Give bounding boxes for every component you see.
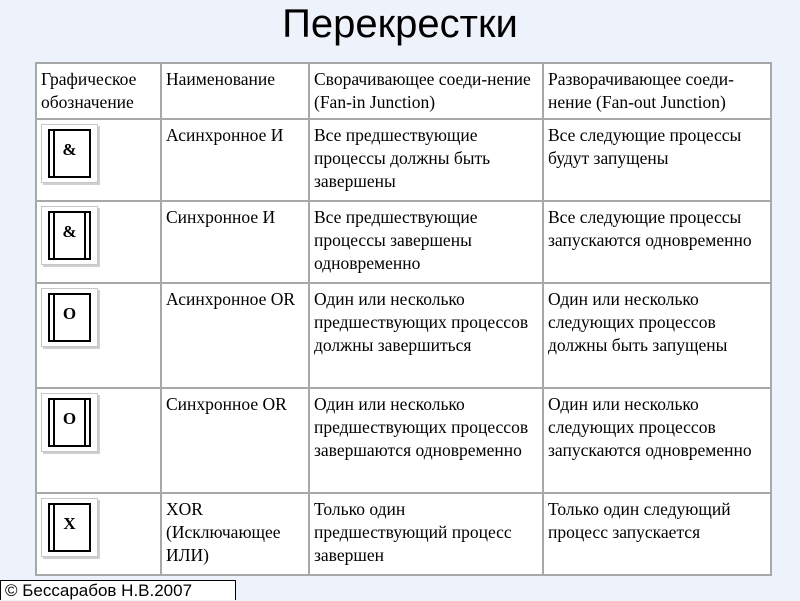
table-header-row (36, 63, 771, 119)
fan-in-description: Все предшествующие процессы завершены одновременно (309, 201, 543, 283)
fan-in-description: Только один предшествующий процесс завершен (309, 493, 543, 575)
sync-and-junction-icon: & (41, 206, 98, 265)
table-row (36, 201, 771, 283)
fan-out-description: Один или несколько следующих процессов должны быть запущены (543, 283, 771, 388)
junction-name: XOR (Исключающее ИЛИ) (161, 493, 309, 575)
junction-name: Асинхронное И (161, 119, 309, 201)
table-row (36, 119, 771, 201)
table-row (36, 493, 771, 575)
table-row (36, 283, 771, 388)
header-name: Наименование (161, 63, 309, 119)
symbol-cell (36, 493, 161, 575)
fan-out-description: Один или несколько следующих процессов запускаются одновременно (543, 388, 771, 493)
symbol-cell (36, 283, 161, 388)
symbol-cell (36, 119, 161, 201)
copyright-footer: © Бессарабов Н.В.2007 (0, 580, 236, 600)
symbol-cell (36, 388, 161, 493)
junction-name: Синхронное И (161, 201, 309, 283)
header-fan-out: Разворачивающее соеди-нение (Fan-out Junction) (543, 63, 771, 119)
sync-or-junction-icon: O (41, 393, 98, 452)
fan-out-description: Все следующие процессы запускаются одновременно (543, 201, 771, 283)
async-and-junction-icon: & (41, 124, 98, 183)
symbol-cell (36, 201, 161, 283)
header-graphic-symbol: Графическое обозначение (36, 63, 161, 119)
fan-in-description: Один или несколько предшествующих процессов должны завершиться (309, 283, 543, 388)
xor-junction-icon: X (41, 498, 98, 557)
page-title: Перекрестки (282, 2, 518, 46)
fan-out-description: Все следующие процессы будут запущены (543, 119, 771, 201)
header-fan-in: Сворачивающее соеди-нение (Fan-in Junction) (309, 63, 543, 119)
table-row (36, 388, 771, 493)
fan-in-description: Один или несколько предшествующих процессов завершаются одновременно (309, 388, 543, 493)
junction-table (35, 62, 772, 576)
junction-name: Синхронное OR (161, 388, 309, 493)
async-or-junction-icon: O (41, 288, 98, 347)
junction-name: Асинхронное OR (161, 283, 309, 388)
fan-in-description: Все предшествующие процессы должны быть завершены (309, 119, 543, 201)
fan-out-description: Только один следующий процесс запускается (543, 493, 771, 575)
